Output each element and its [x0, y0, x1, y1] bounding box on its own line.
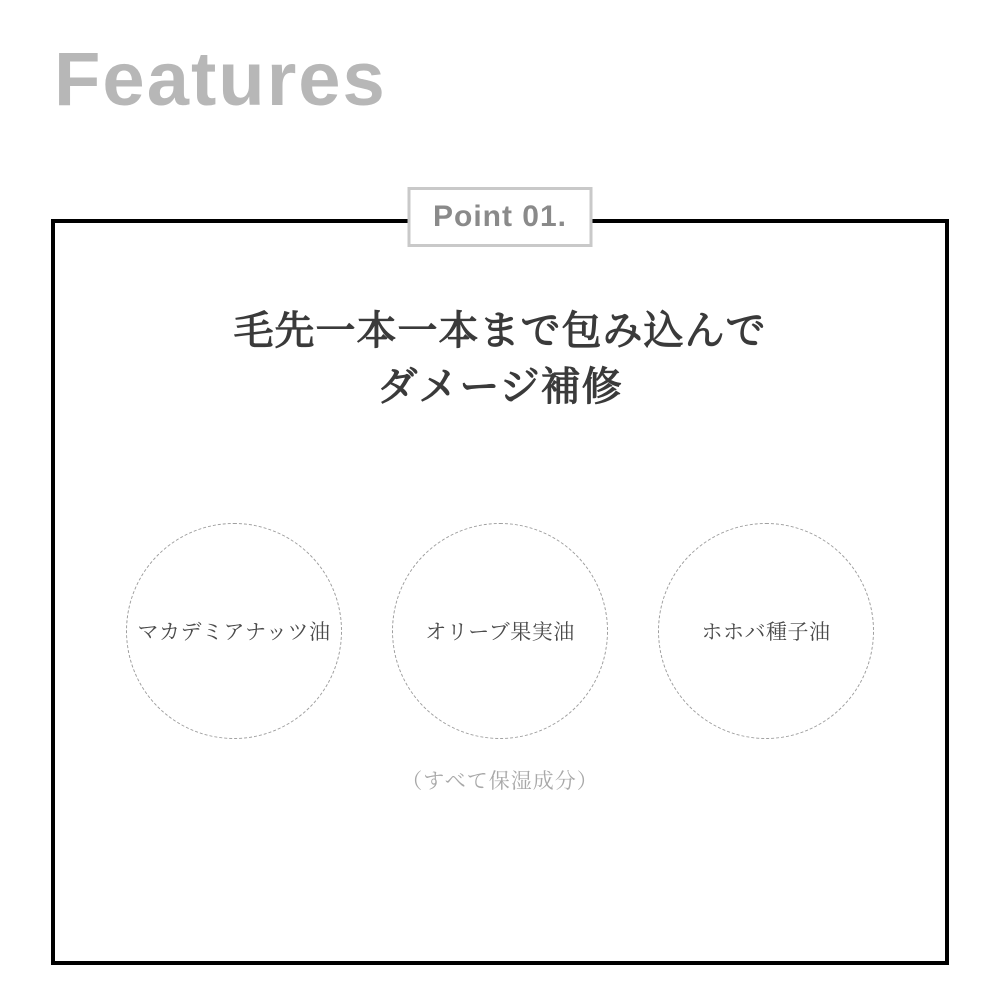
ingredient-label: マカデミアナッツ油 [137, 621, 331, 644]
page-title: Features [54, 37, 387, 122]
point-badge: Point 01. [408, 187, 593, 247]
ingredient-circle [126, 523, 342, 739]
feature-heading-line2: ダメージ補修 [377, 365, 623, 409]
ingredient-circles [55, 523, 945, 739]
ingredient-circle [658, 523, 874, 739]
feature-heading [55, 303, 945, 415]
ingredient-circle [392, 523, 608, 739]
ingredient-label: オリーブ果実油 [425, 621, 575, 644]
feature-panel [51, 200, 949, 965]
feature-heading-line1: 毛先一本一本まで包み込んで [233, 309, 767, 353]
footnote: （すべて保湿成分） [401, 770, 599, 793]
ingredient-label: ホホバ種子油 [701, 621, 831, 644]
